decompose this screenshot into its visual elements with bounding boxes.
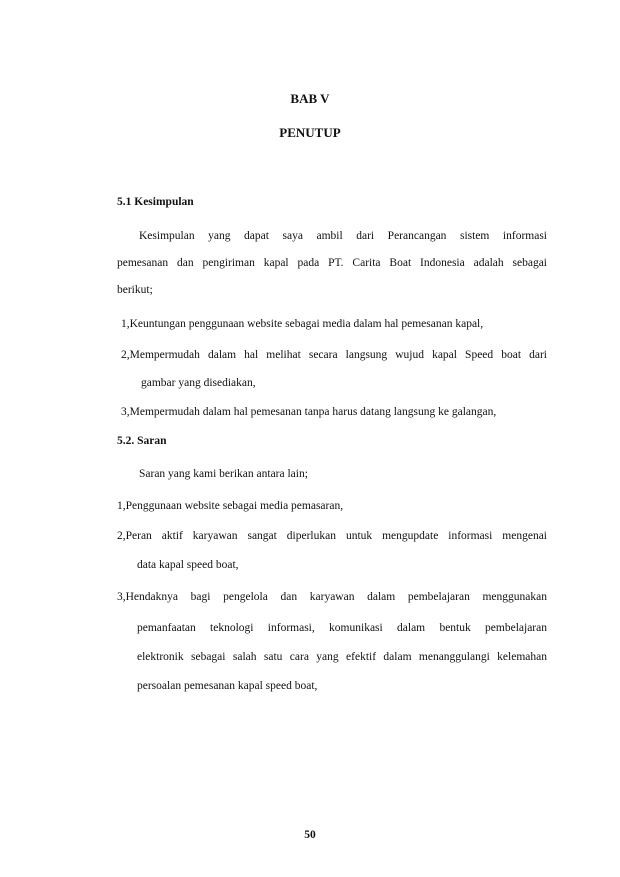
saran-item-3-line-3: elektronik sebagai salah satu cara yang efektif dalam menanggulangi kelemahan	[137, 651, 547, 663]
saran-intro: Saran yang kami berikan antara lain;	[139, 468, 308, 480]
chapter-title: PENUTUP	[279, 125, 341, 140]
kesimpulan-item-2-line-2: gambar yang disediakan,	[141, 377, 256, 389]
saran-item-2-line-1: 2,Peran aktif karyawan sangat diperlukan untuk mengupdate informasi mengenai	[117, 530, 547, 542]
section-heading-saran: 5.2. Saran	[117, 435, 167, 447]
saran-item-3-line-1: 3,Hendaknya bagi pengelola dan karyawan dalam pembelajaran menggunakan	[117, 591, 547, 603]
kesimpulan-item-2-line-1: 2,Mempermudah dalam hal melihat secara langsung wujud kapal Speed boat dari	[121, 349, 547, 361]
kesimpulan-item-3: 3,Mempermudah dalam hal pemesanan tanpa harus datang langsung ke galangan,	[121, 406, 497, 418]
saran-item-1: 1,Penggunaan website sebagai media pemasaran,	[117, 500, 344, 512]
chapter-number: BAB V	[290, 91, 330, 106]
kesimpulan-intro-line-2: pemesanan dan pengiriman kapal pada PT. Carita Boat Indonesia adalah sebagai	[117, 257, 547, 269]
section-heading-kesimpulan: 5.1 Kesimpulan	[117, 196, 194, 208]
kesimpulan-item-1: 1,Keuntungan penggunaan website sebagai media dalam hal pemesanan kapal,	[121, 318, 484, 330]
saran-item-3-line-4: persoalan pemesanan kapal speed boat,	[137, 680, 318, 692]
kesimpulan-intro-line-3: berikut;	[117, 284, 153, 296]
saran-item-3-line-2: pemanfaatan teknologi informasi, komunikasi dalam bentuk pembelajaran	[137, 622, 547, 634]
saran-item-2-line-2: data kapal speed boat,	[137, 559, 239, 571]
page-number: 50	[304, 829, 316, 841]
kesimpulan-intro-line-1: Kesimpulan yang dapat saya ambil dari Perancangan sistem informasi	[139, 230, 547, 242]
